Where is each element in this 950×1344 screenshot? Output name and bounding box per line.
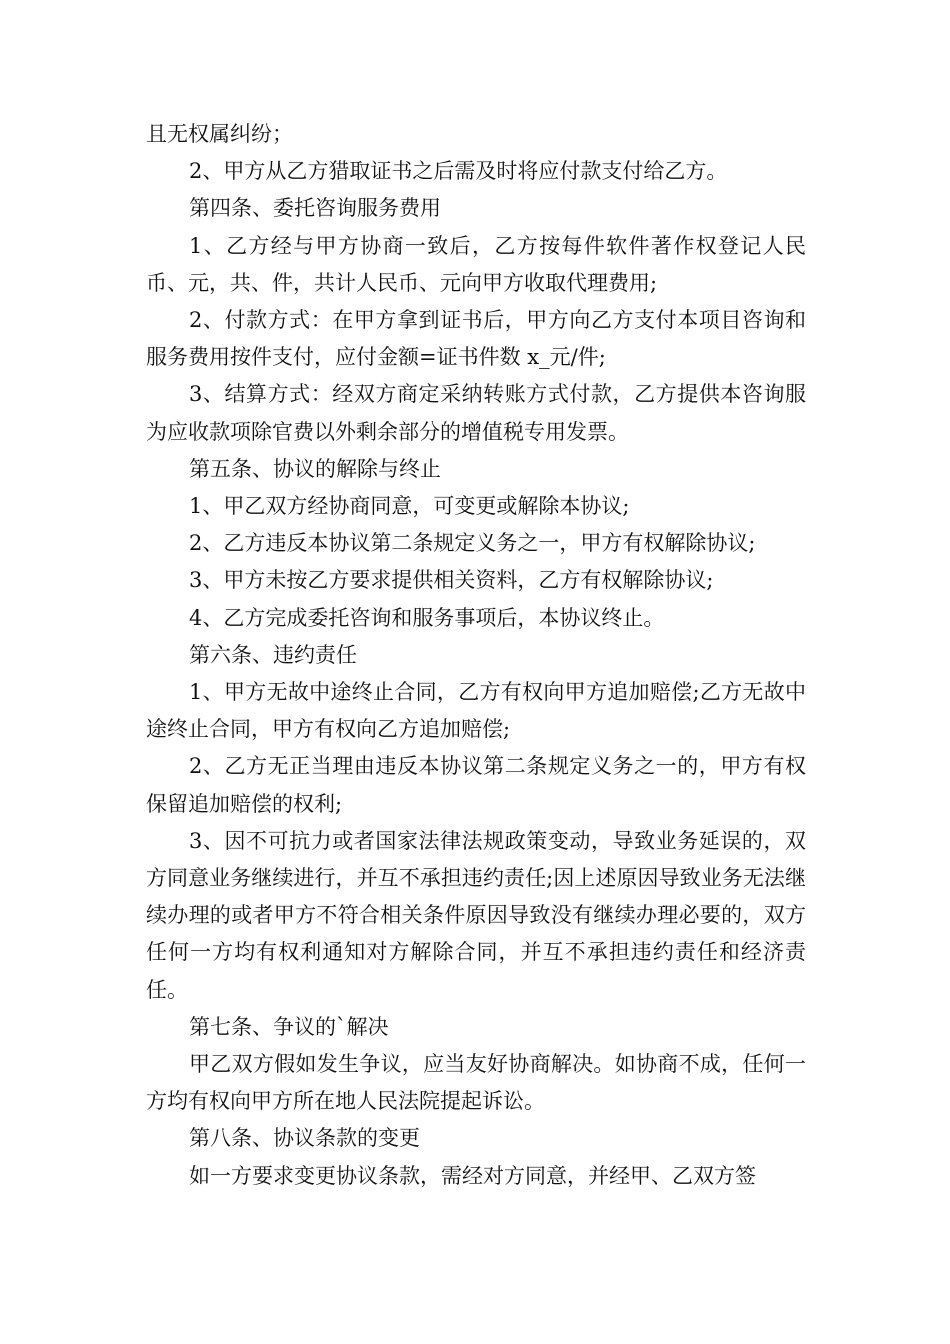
- paragraph: 1、甲乙双方经协商同意，可变更或解除本协议;: [189, 494, 630, 519]
- section-heading: 第四条、委托咨询服务费用: [189, 196, 441, 221]
- section-heading: 第五条、协议的解除与终止: [189, 456, 441, 481]
- paragraph: 4、乙方完成委托咨询和服务事项后，本协议终止。: [189, 605, 665, 630]
- document-body: [146, 116, 806, 1195]
- paragraph: 2、乙方违反本协议第二条规定义务之一，甲方有权解除协议;: [189, 531, 756, 556]
- section-heading: 第八条、协议条款的变更: [189, 1126, 420, 1151]
- paragraph: 1、甲方无故中途终止合同，乙方有权向甲方追加赔偿;乙方无故中途终止合同，甲方有权向乙方追加赔偿;: [146, 680, 806, 742]
- paragraph: 3、因不可抗力或者国家法律法规政策变动，导致业务延误的，双方同意业务继续进行，并互不承担违约责任;因上述原因导致业务无法继续办理的或者甲方不符合相关条件原因导致没有继续办理必要的，双方任何一方均有权利通知对方解除合同，并互不承担违约责任和经济责任。: [146, 828, 806, 1002]
- paragraph: 3、结算方式：经双方商定采纳转账方式付款，乙方提供本咨询服为应收款项除官费以外剩余部分的增值税专用发票。: [146, 382, 806, 444]
- paragraph: 甲乙双方假如发生争议，应当友好协商解决。如协商不成，任何一方均有权向甲方所在地人民法院提起诉讼。: [146, 1052, 806, 1114]
- section-heading: 第七条、争议的`解决: [189, 1014, 389, 1039]
- paragraph: 且无权属纠纷；: [146, 122, 293, 146]
- paragraph: 2、甲方从乙方猎取证书之后需及时将应付款支付给乙方。: [189, 159, 728, 184]
- paragraph: 1、乙方经与甲方协商一致后，乙方按每件软件著作权登记人民币、元，共、件，共计人民币、元向甲方收取代理费用;: [146, 233, 806, 295]
- section-heading: 第六条、违约责任: [189, 642, 357, 667]
- paragraph: 2、乙方无正当理由违反本协议第二条规定义务之一的，甲方有权保留追加赔偿的权利;: [146, 754, 806, 816]
- paragraph: 2、付款方式：在甲方拿到证书后，甲方向乙方支付本项目咨询和服务费用按件支付，应付金额=证书件数 x_元/件;: [146, 308, 806, 370]
- paragraph: 如一方要求变更协议条款，需经对方同意，并经甲、乙双方签: [189, 1163, 756, 1188]
- paragraph: 3、甲方未按乙方要求提供相关资料，乙方有权解除协议;: [189, 568, 714, 593]
